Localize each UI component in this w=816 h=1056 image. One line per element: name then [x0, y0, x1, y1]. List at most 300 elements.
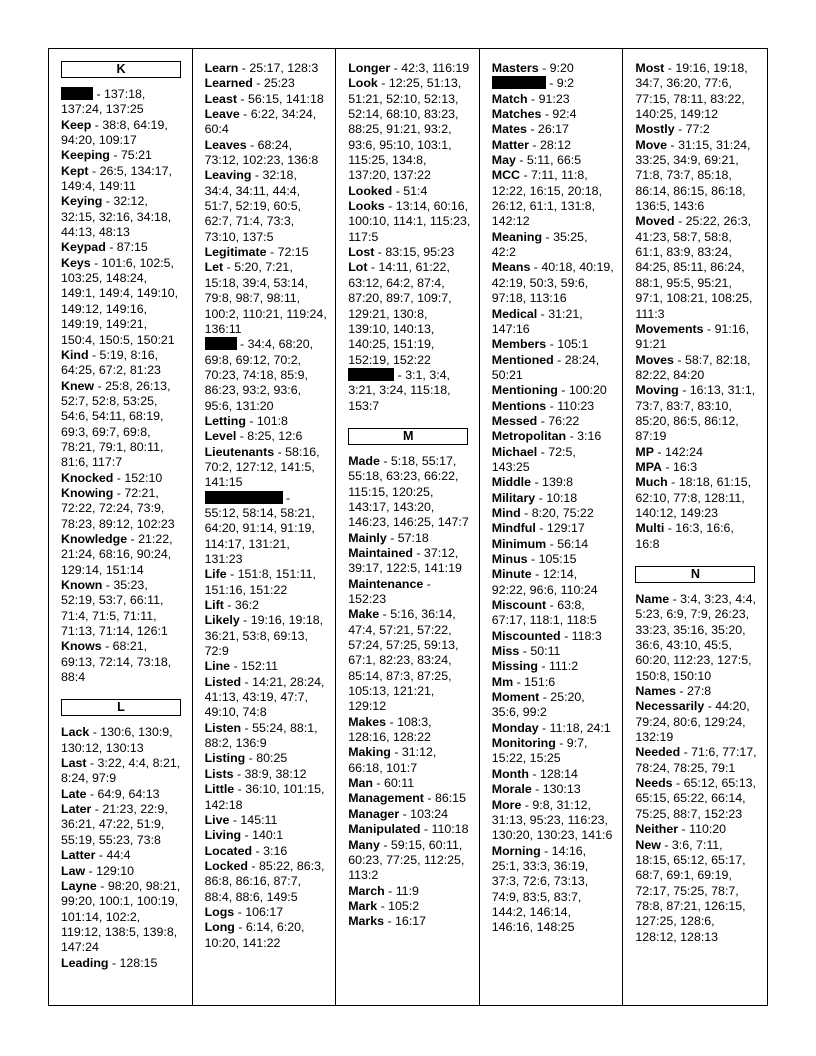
index-term: Names	[635, 684, 677, 699]
index-term: Miscounted	[491, 628, 561, 643]
page-line-references: 3:16	[263, 843, 288, 858]
index-entry: - 3:1, 3:4, 3:21, 3:24, 115:18, 153:7	[348, 367, 451, 413]
index-entry: Lot - 14:11, 61:22, 63:12, 64:2, 87:4, 87:20, 89:7, 109:7, 129:21, 130:8, 139:10, 140:13, 140:25, 151:19, 152:19, 152:22	[348, 260, 452, 367]
index-term: Man	[348, 776, 373, 791]
index-entry: Moment - 25:20, 35:6, 99:2	[491, 690, 585, 720]
index-entry: Keying - 32:12, 32:15, 32:16, 34:18, 44:13, 48:13	[61, 194, 172, 240]
index-term: Live	[204, 812, 230, 827]
page-line-references: 111:2	[548, 659, 579, 674]
index-entry: Masters - 9:20	[491, 61, 574, 75]
index-entry: Month - 128:14	[491, 766, 578, 781]
index-entry: Locked - 85:22, 86:3, 86:8, 86:16, 87:7, 88:4, 88:6, 149:5	[204, 858, 325, 904]
page-line-references: 100:20	[568, 383, 607, 398]
page-line-references: 3:22, 4:4, 8:21, 8:24, 97:9	[61, 756, 181, 786]
index-term: Mentioned	[491, 352, 554, 367]
index-term: Learned	[204, 76, 253, 91]
page-line-references: 42:3, 116:19	[401, 61, 470, 75]
page-line-references: 25:22, 26:3, 41:23, 58:7, 58:8, 61:1, 83:9, 83:24, 84:25, 85:11, 86:24, 88:1, 95:5, 95:21, 97:1, 108:21, 108:25, 111:3	[635, 214, 753, 321]
index-term: Necessarily	[635, 699, 705, 714]
index-entry: Late - 64:9, 64:13	[61, 786, 160, 801]
page-line-references: 71:6, 77:17, 78:24, 78:25, 79:1	[635, 745, 757, 775]
index-entry: Known - 35:23, 52:19, 53:7, 66:11, 71:4, 71:5, 71:11, 71:13, 71:14, 126:1	[61, 578, 168, 639]
page-line-references: 72:5, 143:25	[491, 444, 576, 474]
page-line-references: 37:12, 39:17, 122:5, 141:19	[348, 545, 462, 576]
index-entry: Making - 31:12, 66:18, 101:7	[348, 745, 437, 775]
page-line-references: 16:3, 16:6, 16:8	[635, 521, 734, 551]
index-term: Make	[348, 607, 380, 622]
page-line-references: 28:24, 50:21	[491, 352, 600, 382]
index-term: Leaves	[204, 137, 247, 152]
index-term: Move	[635, 137, 668, 152]
index-term: Leaving	[204, 168, 252, 183]
page-line-references: 65:12, 65:13, 65:15, 65:22, 66:14, 75:25, 88:7, 152:23	[635, 776, 756, 821]
index-entry: Mindful - 129:17	[491, 521, 585, 536]
index-entry: Neither - 110:20	[635, 822, 727, 837]
index-term: Lists	[204, 766, 234, 781]
index-term: Keep	[61, 117, 92, 132]
index-term: Level	[204, 429, 237, 444]
index-term: Kind	[61, 347, 89, 362]
index-term: Legitimate	[204, 245, 267, 260]
section-letter-header: N	[635, 566, 755, 583]
page-line-references: 44:4	[106, 848, 131, 863]
index-term: Living	[204, 828, 242, 843]
page-line-references: 25:20, 35:6, 99:2	[491, 690, 585, 720]
index-term: Last	[61, 756, 87, 771]
index-entry: Living - 140:1	[204, 828, 284, 843]
index-entry: Multi - 16:3, 16:6, 16:8	[635, 521, 734, 551]
page-line-references: 110:20	[689, 822, 727, 837]
page-line-references: 51:4	[403, 183, 428, 198]
index-term: Leave	[204, 107, 240, 122]
index-term: More	[491, 797, 522, 812]
index-entry: May - 5:11, 66:5	[491, 153, 582, 168]
index-entry: Looks - 13:14, 60:16, 100:10, 114:1, 115:23, 117:5	[348, 199, 471, 244]
index-entry: Moving - 16:13, 31:1, 73:7, 83:7, 83:10, 85:20, 86:5, 86:12, 87:19	[635, 383, 756, 444]
index-entry: Longer - 42:3, 116:19	[348, 61, 470, 75]
page-line-references: 9:2	[556, 76, 575, 91]
index-term: Medical	[491, 306, 538, 321]
index-entry: Moves - 58:7, 82:18, 82:22, 84:20	[635, 352, 751, 382]
page-line-references: 106:17	[245, 904, 284, 919]
index-entry: MCC - 7:11, 11:8, 12:22, 16:15, 20:18, 26:12, 61:1, 131:8, 142:12	[491, 168, 603, 229]
index-entry: Mentioning - 100:20	[491, 383, 607, 398]
index-entry: Names - 27:8	[635, 684, 712, 699]
index-term: Keypad	[61, 240, 106, 255]
index-entry: Law - 129:10	[61, 863, 135, 878]
index-term: Neither	[635, 822, 679, 837]
page-line-references: 6:22, 34:24, 60:4	[204, 107, 317, 137]
index-term: Messed	[491, 413, 538, 428]
index-entry: Mm - 151:6	[491, 674, 556, 689]
index-entry: Matches - 92:4	[491, 107, 577, 122]
page-line-references: 27:8	[687, 684, 712, 699]
page-line-references: 10:18	[546, 490, 578, 505]
index-term: Line	[204, 659, 231, 674]
index-entry: Man - 60:11	[348, 776, 415, 791]
page-line-references: 68:21, 69:13, 72:14, 73:18, 88:4	[61, 639, 172, 685]
index-entry: Leave - 6:22, 34:24, 60:4	[204, 107, 317, 137]
page-line-references: 25:8, 26:13, 52:7, 52:8, 53:25, 54:6, 54:11, 68:19, 69:3, 69:7, 69:8, 78:21, 79:1, 80:11, 81:6, 117:7	[61, 378, 171, 470]
page-line-references: 28:12	[539, 137, 571, 152]
page-line-references: 128:15	[119, 955, 158, 970]
page-line-references: 76:22	[548, 413, 580, 428]
index-entry: Likely - 19:16, 19:18, 36:21, 53:8, 69:13, 72:9	[204, 613, 324, 659]
index-entry: Knocked - 152:10	[61, 470, 163, 485]
index-entry: Messed - 76:22	[491, 413, 580, 428]
index-entry: Listed - 14:21, 28:24, 41:13, 43:19, 47:7, 49:10, 74:8	[204, 674, 325, 720]
index-term: Most	[635, 61, 665, 75]
index-term: Listed	[204, 674, 242, 689]
page-line-references: 86:15	[434, 791, 466, 806]
index-entry: Kind - 5:19, 8:16, 64:25, 67:2, 81:23	[61, 347, 161, 378]
index-entry: Leading - 128:15	[61, 955, 158, 970]
index-term: Long	[204, 920, 235, 935]
index-entry: Listen - 55:24, 88:1, 88:2, 136:9	[204, 720, 318, 751]
index-entry: Morale - 130:13	[491, 782, 581, 797]
index-entry: Minus - 105:15	[491, 552, 577, 566]
index-term: MP	[635, 444, 654, 459]
index-entry: Middle - 139:8	[491, 475, 574, 490]
page-line-references: 36:2	[234, 598, 259, 613]
index-entry: Layne - 98:20, 98:21, 99:20, 100:1, 100:19, 101:14, 102:2, 119:12, 138:5, 139:8, 147:24	[61, 878, 181, 955]
index-term: Multi	[635, 521, 665, 536]
index-term: Management	[348, 791, 424, 806]
index-term: Moment	[491, 690, 540, 705]
section-letter-header: K	[61, 61, 181, 78]
page-line-references: 38:8, 64:19, 94:20, 109:17	[61, 117, 168, 148]
index-entry: Mainly - 57:18	[348, 530, 429, 545]
page-line-references: 130:6, 130:9, 130:12, 130:13	[61, 725, 173, 755]
section-letter-header: M	[348, 428, 468, 445]
page-line-references: 35:23, 52:19, 53:7, 66:11, 71:4, 71:5, 71:11, 71:13, 71:14, 126:1	[61, 578, 168, 639]
index-entry: Make - 5:16, 36:14, 47:4, 57:21, 57:22, 57:24, 57:25, 59:13, 67:1, 82:23, 83:24, 85:14, 87:3, 87:25, 105:13, 121:21, 129:12	[348, 607, 459, 714]
page-line-references: 18:18, 61:15, 62:10, 77:8, 128:11, 140:12, 149:23	[635, 475, 752, 520]
page-line-references: 57:18	[397, 530, 429, 545]
index-term: Month	[491, 766, 529, 781]
index-entry: Listing - 80:25	[204, 751, 288, 766]
page-line-references: 103:24	[410, 806, 449, 821]
index-entry: Members - 105:1	[491, 337, 589, 352]
index-term: Monitoring	[491, 736, 556, 751]
page-line-references: 6:14, 6:20, 10:20, 141:22	[204, 920, 305, 950]
index-term: Mm	[491, 674, 514, 689]
page-line-references: 26:17	[537, 122, 569, 137]
page-line-references: 128:14	[539, 766, 578, 781]
page-line-references: 152:11	[241, 659, 279, 674]
page-line-references: 3:1, 3:4, 3:21, 3:24, 115:18, 153:7	[348, 367, 451, 413]
page-line-references: 9:8, 31:12, 31:13, 95:23, 116:23, 130:20, 130:23, 141:6	[491, 797, 613, 843]
index-entry: Least - 56:15, 141:18	[204, 91, 324, 106]
page-line-references: 130:13	[542, 782, 581, 797]
index-entry: Necessarily - 44:20, 79:24, 80:6, 129:24, 132:19	[635, 699, 750, 745]
index-term: Moves	[635, 352, 674, 367]
index-term: Military	[491, 490, 536, 505]
page-line-references: 25:17, 128:3	[249, 61, 319, 75]
index-term: Michael	[491, 444, 538, 459]
index-entry: Military - 10:18	[491, 490, 578, 505]
page-line-references: 31:12, 66:18, 101:7	[348, 745, 437, 775]
index-entry: Match - 91:23	[491, 91, 570, 106]
index-term: Moving	[635, 383, 679, 398]
index-entry: MP - 142:24	[635, 444, 703, 459]
index-entry: Manager - 103:24	[348, 806, 449, 821]
page-line-references: 83:15, 95:23	[385, 245, 455, 260]
index-term: Mind	[491, 505, 521, 520]
index-entry: Leaving - 32:18, 34:4, 34:11, 44:4, 51:7, 52:19, 60:5, 62:7, 71:4, 73:3, 73:10, 137:5	[204, 168, 302, 244]
page-line-references: 9:20	[549, 61, 574, 75]
page-line-references: 19:16, 19:18, 36:21, 53:8, 69:13, 72:9	[204, 613, 324, 659]
index-entry: Lost - 83:15, 95:23	[348, 245, 455, 260]
index-term: May	[491, 153, 516, 168]
page-line-references: 77:2	[685, 122, 710, 137]
index-entry: Mentions - 110:23	[491, 398, 595, 413]
page-line-references: 101:8	[256, 413, 288, 428]
index-entry: Move - 31:15, 31:24, 33:25, 34:9, 69:21, 71:8, 73:7, 85:18, 86:14, 86:15, 86:18, 136:5, 143:6	[635, 137, 751, 214]
page-line-references: 129:17	[546, 521, 585, 536]
index-entry: Mentioned - 28:24, 50:21	[491, 352, 600, 382]
index-term: Name	[635, 592, 670, 606]
index-term: MPA	[635, 459, 662, 474]
page-line-references: 12:25, 51:13, 51:21, 52:10, 52:13, 52:14, 68:10, 83:23, 88:25, 91:21, 93:2, 93:6, 95:10, 103:1, 115:25, 134:8, 137:20, 137:22	[348, 76, 462, 183]
index-entry: March - 11:9	[348, 883, 419, 898]
index-term: Learn	[204, 61, 239, 75]
page-line-references: 12:14, 92:22, 96:6, 110:24	[491, 567, 598, 597]
redaction-bar	[205, 337, 237, 350]
page-line-references: 5:20, 7:21, 15:18, 39:4, 53:14, 79:8, 98:7, 98:11, 100:2, 110:21, 119:24, 136:11	[204, 260, 327, 336]
page-line-references: 38:9, 38:12	[244, 766, 307, 781]
index-term: Minus	[491, 552, 528, 566]
page-line-references: 5:11, 66:5	[526, 153, 582, 168]
page-line-references: 98:20, 98:21, 99:20, 100:1, 100:19, 101:14, 102:2, 119:12, 138:5, 139:8, 147:24	[61, 878, 181, 955]
page-line-references: 16:13, 31:1, 73:7, 83:7, 83:10, 85:20, 86:5, 86:12, 87:19	[635, 383, 756, 444]
index-term: Lost	[348, 245, 375, 260]
index-term: Listing	[204, 751, 246, 766]
index-entry: Mind - 8:20, 75:22	[491, 505, 594, 520]
index-entry: Much - 18:18, 61:15, 62:10, 77:8, 128:11, 140:12, 149:23	[635, 475, 752, 520]
page-line-references: 14:11, 61:22, 63:12, 64:2, 87:4, 87:20, 89:7, 109:7, 129:21, 130:8, 139:10, 140:13, 140:25, 151:19, 152:19, 152:22	[348, 260, 452, 367]
page-line-references: 151:6	[524, 674, 556, 689]
index-entry: Meaning - 35:25, 42:2	[491, 229, 588, 260]
page-line-references: 139:8	[542, 475, 574, 490]
index-entry: Level - 8:25, 12:6	[204, 429, 303, 444]
index-entry: Medical - 31:21, 147:16	[491, 306, 583, 336]
redaction-bar	[492, 76, 546, 89]
page-line-references: 31:21, 147:16	[491, 306, 583, 336]
index-term: Middle	[491, 475, 532, 490]
index-term: Late	[61, 786, 87, 801]
index-entry: Mostly - 77:2	[635, 122, 710, 137]
index-entry: Means - 40:18, 40:19, 42:19, 50:3, 59:6, 97:18, 113:16	[491, 260, 614, 306]
index-entry: Keys - 101:6, 102:5, 103:25, 148:24, 149:1, 149:4, 149:10, 149:12, 149:16, 149:19, 149:21, 150:4, 150:5, 150:21	[61, 255, 179, 347]
index-entry: - 137:18, 137:24, 137:25	[61, 87, 146, 117]
index-entry: Legitimate - 72:15	[204, 245, 309, 260]
index-term: Marks	[348, 914, 385, 929]
page-line-references: 11:9	[395, 883, 419, 898]
index-term: Knows	[61, 639, 102, 654]
page-line-references: 60:11	[384, 776, 415, 791]
index-page	[48, 48, 768, 1006]
index-entry: Minute - 12:14, 92:22, 96:6, 110:24	[491, 567, 598, 597]
index-entry: Minimum - 56:14	[491, 536, 589, 551]
index-term: Missing	[491, 659, 538, 674]
index-term: Layne	[61, 878, 97, 893]
index-term: Manager	[348, 806, 400, 821]
index-entry: Miscounted - 118:3	[491, 628, 602, 643]
page-line-references: 56:15, 141:18	[247, 91, 324, 106]
page-line-references: 5:18, 55:17, 55:18, 63:23, 66:22, 115:15, 120:25, 143:17, 143:20, 146:23, 146:25, 147:7	[348, 453, 469, 530]
page-line-references: 34:4, 68:20, 69:8, 69:12, 70:2, 70:23, 74:18, 85:9, 86:23, 93:2, 93:6, 95:6, 131:20	[204, 337, 314, 413]
index-term: Lack	[61, 725, 90, 740]
index-entry: Knows - 68:21, 69:13, 72:14, 73:18, 88:4	[61, 639, 172, 685]
index-entry: Name - 3:4, 3:23, 4:4, 5:23, 6:9, 7:9, 26:23, 33:23, 35:16, 35:20, 36:6, 43:10, 45:5, 60:20, 112:23, 127:5, 150:8, 150:10	[635, 592, 756, 683]
page-line-references: 92:4	[552, 107, 577, 122]
index-entry: Keypad - 87:15	[61, 240, 148, 255]
index-term: Locked	[204, 858, 248, 873]
index-term: Keys	[61, 255, 91, 270]
index-term: Law	[61, 863, 86, 878]
index-entry: More - 9:8, 31:12, 31:13, 95:23, 116:23, 130:20, 130:23, 141:6	[491, 797, 613, 843]
index-term: Looked	[348, 183, 393, 198]
page-line-references: 59:15, 60:11, 60:23, 77:25, 112:25, 113:2	[348, 837, 465, 883]
index-entry: - 55:12, 58:14, 58:21, 64:20, 91:14, 91:19, 114:17, 131:21, 131:23	[204, 490, 315, 566]
index-term: Knocked	[61, 470, 114, 485]
page-line-references: 152:10	[124, 470, 163, 485]
index-term: Morale	[491, 782, 532, 797]
index-term: New	[635, 837, 661, 852]
index-entry: Life - 151:8, 151:11, 151:16, 151:22	[204, 567, 316, 597]
page-line-references: 129:10	[96, 863, 135, 878]
page-line-references: 21:23, 22:9, 36:21, 47:22, 51:9, 55:19, 55:23, 73:8	[61, 802, 168, 847]
index-entry: Live - 145:11	[204, 812, 278, 827]
page-line-references: 72:15	[277, 245, 309, 260]
index-term: Made	[348, 453, 380, 468]
page-line-references: 5:16, 36:14, 47:4, 57:21, 57:22, 57:24, 57:25, 59:13, 67:1, 82:23, 83:24, 85:14, 87:3, 87:25, 105:13, 121:21, 129:12	[348, 607, 459, 714]
page-line-references: 40:18, 40:19, 42:19, 50:3, 59:6, 97:18, 113:16	[491, 260, 614, 306]
page-line-references: 152:23	[348, 592, 387, 606]
page-line-references: 72:21, 72:22, 72:24, 73:9, 78:23, 89:12, 102:23	[61, 485, 175, 531]
index-term: Letting	[204, 413, 246, 428]
index-term: Keying	[61, 194, 103, 209]
page-line-references: 63:8, 67:17, 118:1, 118:5	[491, 598, 597, 628]
index-entry: Marks - 16:17	[348, 914, 427, 929]
index-entry: Missing - 111:2	[491, 659, 579, 674]
index-term: Minute	[491, 567, 532, 582]
index-term: Least	[204, 91, 237, 106]
index-entry: - 34:4, 68:20, 69:8, 69:12, 70:2, 70:23, 74:18, 85:9, 86:23, 93:2, 93:6, 95:6, 131:20	[204, 337, 314, 413]
page-line-references: 118:3	[571, 628, 602, 643]
page-line-references: 142:24	[664, 444, 703, 459]
page-line-references: 16:17	[395, 914, 427, 929]
index-term: Means	[491, 260, 531, 275]
index-entry: Mark - 105:2	[348, 898, 420, 913]
page-line-references: 50:11	[530, 644, 561, 659]
index-term: Mentions	[491, 398, 547, 413]
page-line-references: 26:5, 134:17, 149:4, 149:11	[61, 163, 172, 194]
index-term: Longer	[348, 61, 391, 75]
index-term: Knew	[61, 378, 95, 393]
page-line-references: 108:3, 128:16, 128:22	[348, 714, 432, 745]
index-term: Lieutenants	[204, 444, 275, 459]
index-entry: Needed - 71:6, 77:17, 78:24, 78:25, 79:1	[635, 745, 757, 775]
index-entry: Monitoring - 9:7, 15:22, 15:25	[491, 736, 588, 766]
page-line-references: 9:7, 15:22, 15:25	[491, 736, 588, 766]
page-line-references: 105:2	[388, 898, 420, 913]
index-term: Later	[61, 802, 92, 817]
index-term: Movements	[635, 321, 704, 336]
index-term: Known	[61, 578, 103, 592]
page-line-references: 55:12, 58:14, 58:21, 64:20, 91:14, 91:19, 114:17, 131:21, 131:23	[204, 505, 315, 566]
index-entry: MPA - 16:3	[635, 459, 698, 474]
index-term: Look	[348, 76, 378, 91]
index-term: Much	[635, 475, 668, 490]
page-line-references: 13:14, 60:16, 100:10, 114:1, 115:23, 117:5	[348, 199, 471, 244]
index-term: Knowing	[61, 485, 114, 500]
index-term: Needed	[635, 745, 681, 760]
index-column	[336, 49, 480, 1005]
page-line-references: 36:10, 101:15, 142:18	[204, 782, 325, 812]
index-term: Moved	[635, 214, 675, 229]
index-entry: Needs - 65:12, 65:13, 65:15, 65:22, 66:14, 75:25, 88:7, 152:23	[635, 776, 756, 821]
page-line-references: 140:1	[252, 828, 284, 843]
index-entry: Makes - 108:3, 128:16, 128:22	[348, 714, 432, 745]
page-line-references: 5:19, 8:16, 64:25, 67:2, 81:23	[61, 347, 161, 378]
index-term: Miss	[491, 644, 520, 659]
index-term: Matter	[491, 137, 529, 152]
index-entry: Maintenance - 152:23	[348, 576, 431, 606]
index-term: Lift	[204, 598, 224, 613]
page-line-references: 137:18, 137:24, 137:25	[61, 87, 146, 117]
index-entry: Metropolitan - 3:16	[491, 429, 602, 444]
page-line-references: 58:16, 70:2, 127:12, 141:5, 141:15	[204, 444, 320, 490]
page-line-references: 55:24, 88:1, 88:2, 136:9	[204, 720, 318, 751]
index-entry: Made - 5:18, 55:17, 55:18, 63:23, 66:22, 115:15, 120:25, 143:17, 143:20, 146:23, 146:25, 147:7	[348, 453, 469, 530]
index-term: Likely	[204, 613, 240, 628]
index-entry: Little - 36:10, 101:15, 142:18	[204, 782, 325, 812]
page-line-references: 75:21	[120, 148, 152, 163]
index-term: Matches	[491, 107, 542, 122]
page-line-references: 14:21, 28:24, 41:13, 43:19, 47:7, 49:10, 74:8	[204, 674, 325, 720]
index-entry: Manipulated - 110:18	[348, 822, 469, 837]
page-line-references: 3:16	[577, 429, 602, 444]
index-entry: Knew - 25:8, 26:13, 52:7, 52:8, 53:25, 54:6, 54:11, 68:19, 69:3, 69:7, 69:8, 78:21, 79:1, 80:11, 81:6, 117:7	[61, 378, 171, 470]
index-entry: Knowledge - 21:22, 21:24, 68:16, 90:24, 129:14, 151:14	[61, 531, 173, 577]
page-line-references: 3:4, 3:23, 4:4, 5:23, 6:9, 7:9, 26:23, 33:23, 35:16, 35:20, 36:6, 43:10, 45:5, 60:20, 112:23, 127:5, 150:8, 150:10	[635, 592, 756, 683]
index-entry: Later - 21:23, 22:9, 36:21, 47:22, 51:9, 55:19, 55:23, 73:8	[61, 802, 168, 847]
index-term: Mostly	[635, 122, 675, 137]
index-entry: Management - 86:15	[348, 791, 466, 806]
index-term: Monday	[491, 720, 539, 735]
index-term: March	[348, 883, 385, 898]
index-entry: Keeping - 75:21	[61, 148, 152, 163]
index-term: Mentioning	[491, 383, 558, 398]
index-entry: Miss - 50:11	[491, 644, 561, 659]
page-line-references: 19:16, 19:18, 34:7, 36:20, 77:6, 77:15, 78:11, 83:22, 140:25, 149:12	[635, 61, 748, 122]
index-entry: Mates - 26:17	[491, 122, 569, 137]
index-term: Makes	[348, 714, 387, 729]
page-line-references: 31:15, 31:24, 33:25, 34:9, 69:21, 71:8, 73:7, 85:18, 86:14, 86:15, 86:18, 136:5, 143:6	[635, 137, 751, 214]
index-term: Mark	[348, 898, 378, 913]
page-line-references: 64:9, 64:13	[97, 786, 160, 801]
index-term: Little	[204, 782, 235, 797]
index-term: Match	[491, 91, 528, 106]
index-entry: Long - 6:14, 6:20, 10:20, 141:22	[204, 920, 305, 950]
redaction-bar	[205, 491, 283, 504]
index-term: Metropolitan	[491, 429, 567, 444]
index-entry: Leaves - 68:24, 73:12, 102:23, 136:8	[204, 137, 319, 168]
page-line-references: 16:3	[673, 459, 698, 474]
index-term: Making	[348, 745, 391, 760]
